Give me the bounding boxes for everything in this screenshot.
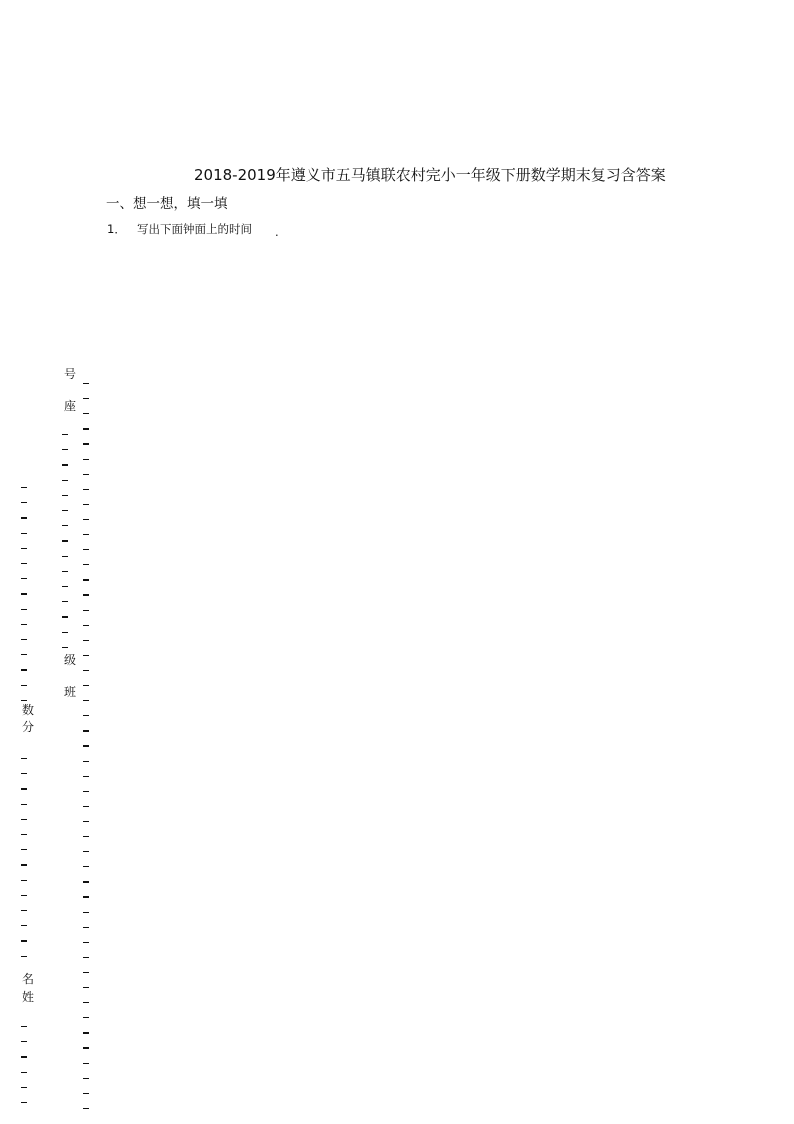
name-label-char-2: 姓 bbox=[21, 990, 34, 1004]
binding-dash bbox=[83, 1032, 89, 1033]
binding-dash bbox=[83, 579, 89, 580]
binding-dash bbox=[21, 1102, 27, 1103]
binding-dash bbox=[62, 510, 68, 511]
binding-dash bbox=[83, 791, 89, 792]
binding-dash bbox=[21, 864, 27, 865]
binding-dash bbox=[21, 940, 27, 941]
binding-dash bbox=[21, 910, 27, 911]
binding-dash bbox=[21, 880, 27, 881]
binding-dash bbox=[62, 571, 68, 572]
binding-dash bbox=[21, 925, 27, 926]
section-heading: 一、想一想，填一填 bbox=[106, 196, 228, 212]
binding-dash bbox=[83, 534, 89, 535]
score-label-char-2: 分 bbox=[21, 720, 34, 734]
binding-dash bbox=[62, 480, 68, 481]
binding-dash bbox=[21, 834, 27, 835]
binding-dash bbox=[83, 519, 89, 520]
binding-dash bbox=[21, 685, 27, 686]
binding-dash bbox=[83, 776, 89, 777]
question-text: 写出下面钟面上的时间 bbox=[137, 222, 252, 236]
binding-dash bbox=[83, 972, 89, 973]
binding-dash bbox=[83, 851, 89, 852]
score-label-char-1: 数 bbox=[21, 703, 34, 717]
binding-dash bbox=[21, 517, 27, 518]
seat-label-char-2: 座 bbox=[63, 399, 76, 413]
binding-dash bbox=[62, 601, 68, 602]
binding-dash bbox=[21, 895, 27, 896]
binding-dash bbox=[83, 474, 89, 475]
binding-dash bbox=[21, 563, 27, 564]
binding-dash bbox=[83, 957, 89, 958]
binding-dash bbox=[83, 1078, 89, 1079]
binding-dash bbox=[83, 896, 89, 897]
binding-dash bbox=[62, 464, 68, 465]
binding-dash bbox=[21, 849, 27, 850]
binding-dash bbox=[83, 1093, 89, 1094]
binding-dash bbox=[62, 540, 68, 541]
binding-dash bbox=[83, 459, 89, 460]
binding-dash bbox=[62, 632, 68, 633]
binding-dash bbox=[83, 594, 89, 595]
binding-dash bbox=[21, 669, 27, 670]
binding-dash bbox=[21, 609, 27, 610]
binding-dash bbox=[83, 443, 89, 444]
binding-dash bbox=[83, 881, 89, 882]
binding-dash bbox=[83, 655, 89, 656]
binding-dash bbox=[83, 504, 89, 505]
binding-dash bbox=[21, 487, 27, 488]
binding-dash bbox=[21, 1072, 27, 1073]
binding-dash bbox=[83, 489, 89, 490]
class-label-char-1: 级 bbox=[63, 653, 76, 667]
binding-dash bbox=[62, 434, 68, 435]
binding-dash bbox=[83, 1002, 89, 1003]
question-trailing-mark: . bbox=[275, 225, 279, 239]
binding-dash bbox=[83, 1017, 89, 1018]
binding-dash bbox=[21, 654, 27, 655]
binding-dash bbox=[83, 670, 89, 671]
binding-dash bbox=[83, 745, 89, 746]
binding-dash bbox=[62, 449, 68, 450]
binding-dash bbox=[83, 640, 89, 641]
binding-dash bbox=[83, 610, 89, 611]
binding-dash bbox=[21, 639, 27, 640]
document-title: 2018-2019年遵义市五马镇联农村完小一年级下册数学期末复习含答案 bbox=[194, 166, 666, 184]
binding-dash bbox=[83, 715, 89, 716]
binding-dash bbox=[83, 685, 89, 686]
binding-dash bbox=[62, 586, 68, 587]
binding-dash bbox=[21, 1056, 27, 1057]
binding-dash bbox=[83, 625, 89, 626]
binding-dash bbox=[83, 866, 89, 867]
binding-dash bbox=[83, 912, 89, 913]
binding-dash bbox=[62, 647, 68, 648]
binding-dash bbox=[21, 788, 27, 789]
binding-dash bbox=[62, 525, 68, 526]
binding-dash bbox=[21, 1041, 27, 1042]
binding-dash bbox=[21, 819, 27, 820]
binding-dash bbox=[83, 398, 89, 399]
binding-dash bbox=[21, 956, 27, 957]
binding-dash bbox=[21, 624, 27, 625]
binding-dash bbox=[83, 1108, 89, 1109]
binding-dash bbox=[83, 700, 89, 701]
binding-dash bbox=[21, 548, 27, 549]
binding-dash bbox=[83, 383, 89, 384]
binding-dash bbox=[83, 927, 89, 928]
binding-dash bbox=[83, 836, 89, 837]
binding-dash bbox=[83, 549, 89, 550]
binding-dash bbox=[21, 700, 27, 701]
binding-dash bbox=[83, 821, 89, 822]
binding-dash bbox=[83, 942, 89, 943]
seat-label-char-1: 号 bbox=[63, 367, 76, 381]
binding-dash bbox=[83, 761, 89, 762]
binding-dash bbox=[21, 502, 27, 503]
binding-dash bbox=[83, 987, 89, 988]
binding-dash bbox=[83, 730, 89, 731]
binding-dash bbox=[21, 578, 27, 579]
binding-dash bbox=[83, 428, 89, 429]
question-number: 1． bbox=[107, 222, 126, 236]
binding-dash bbox=[21, 804, 27, 805]
binding-dash bbox=[62, 495, 68, 496]
binding-dash bbox=[83, 806, 89, 807]
binding-dash bbox=[83, 413, 89, 414]
name-label-char-1: 名 bbox=[21, 972, 34, 986]
binding-dash bbox=[83, 564, 89, 565]
binding-dash bbox=[21, 758, 27, 759]
binding-dash bbox=[21, 773, 27, 774]
binding-dash bbox=[62, 556, 68, 557]
binding-dash bbox=[21, 593, 27, 594]
binding-dash bbox=[62, 616, 68, 617]
binding-dash bbox=[21, 1026, 27, 1027]
class-label-char-2: 班 bbox=[63, 685, 76, 699]
binding-dash bbox=[83, 1047, 89, 1048]
binding-dash bbox=[83, 1063, 89, 1064]
binding-dash bbox=[21, 1087, 27, 1088]
binding-dash bbox=[21, 533, 27, 534]
